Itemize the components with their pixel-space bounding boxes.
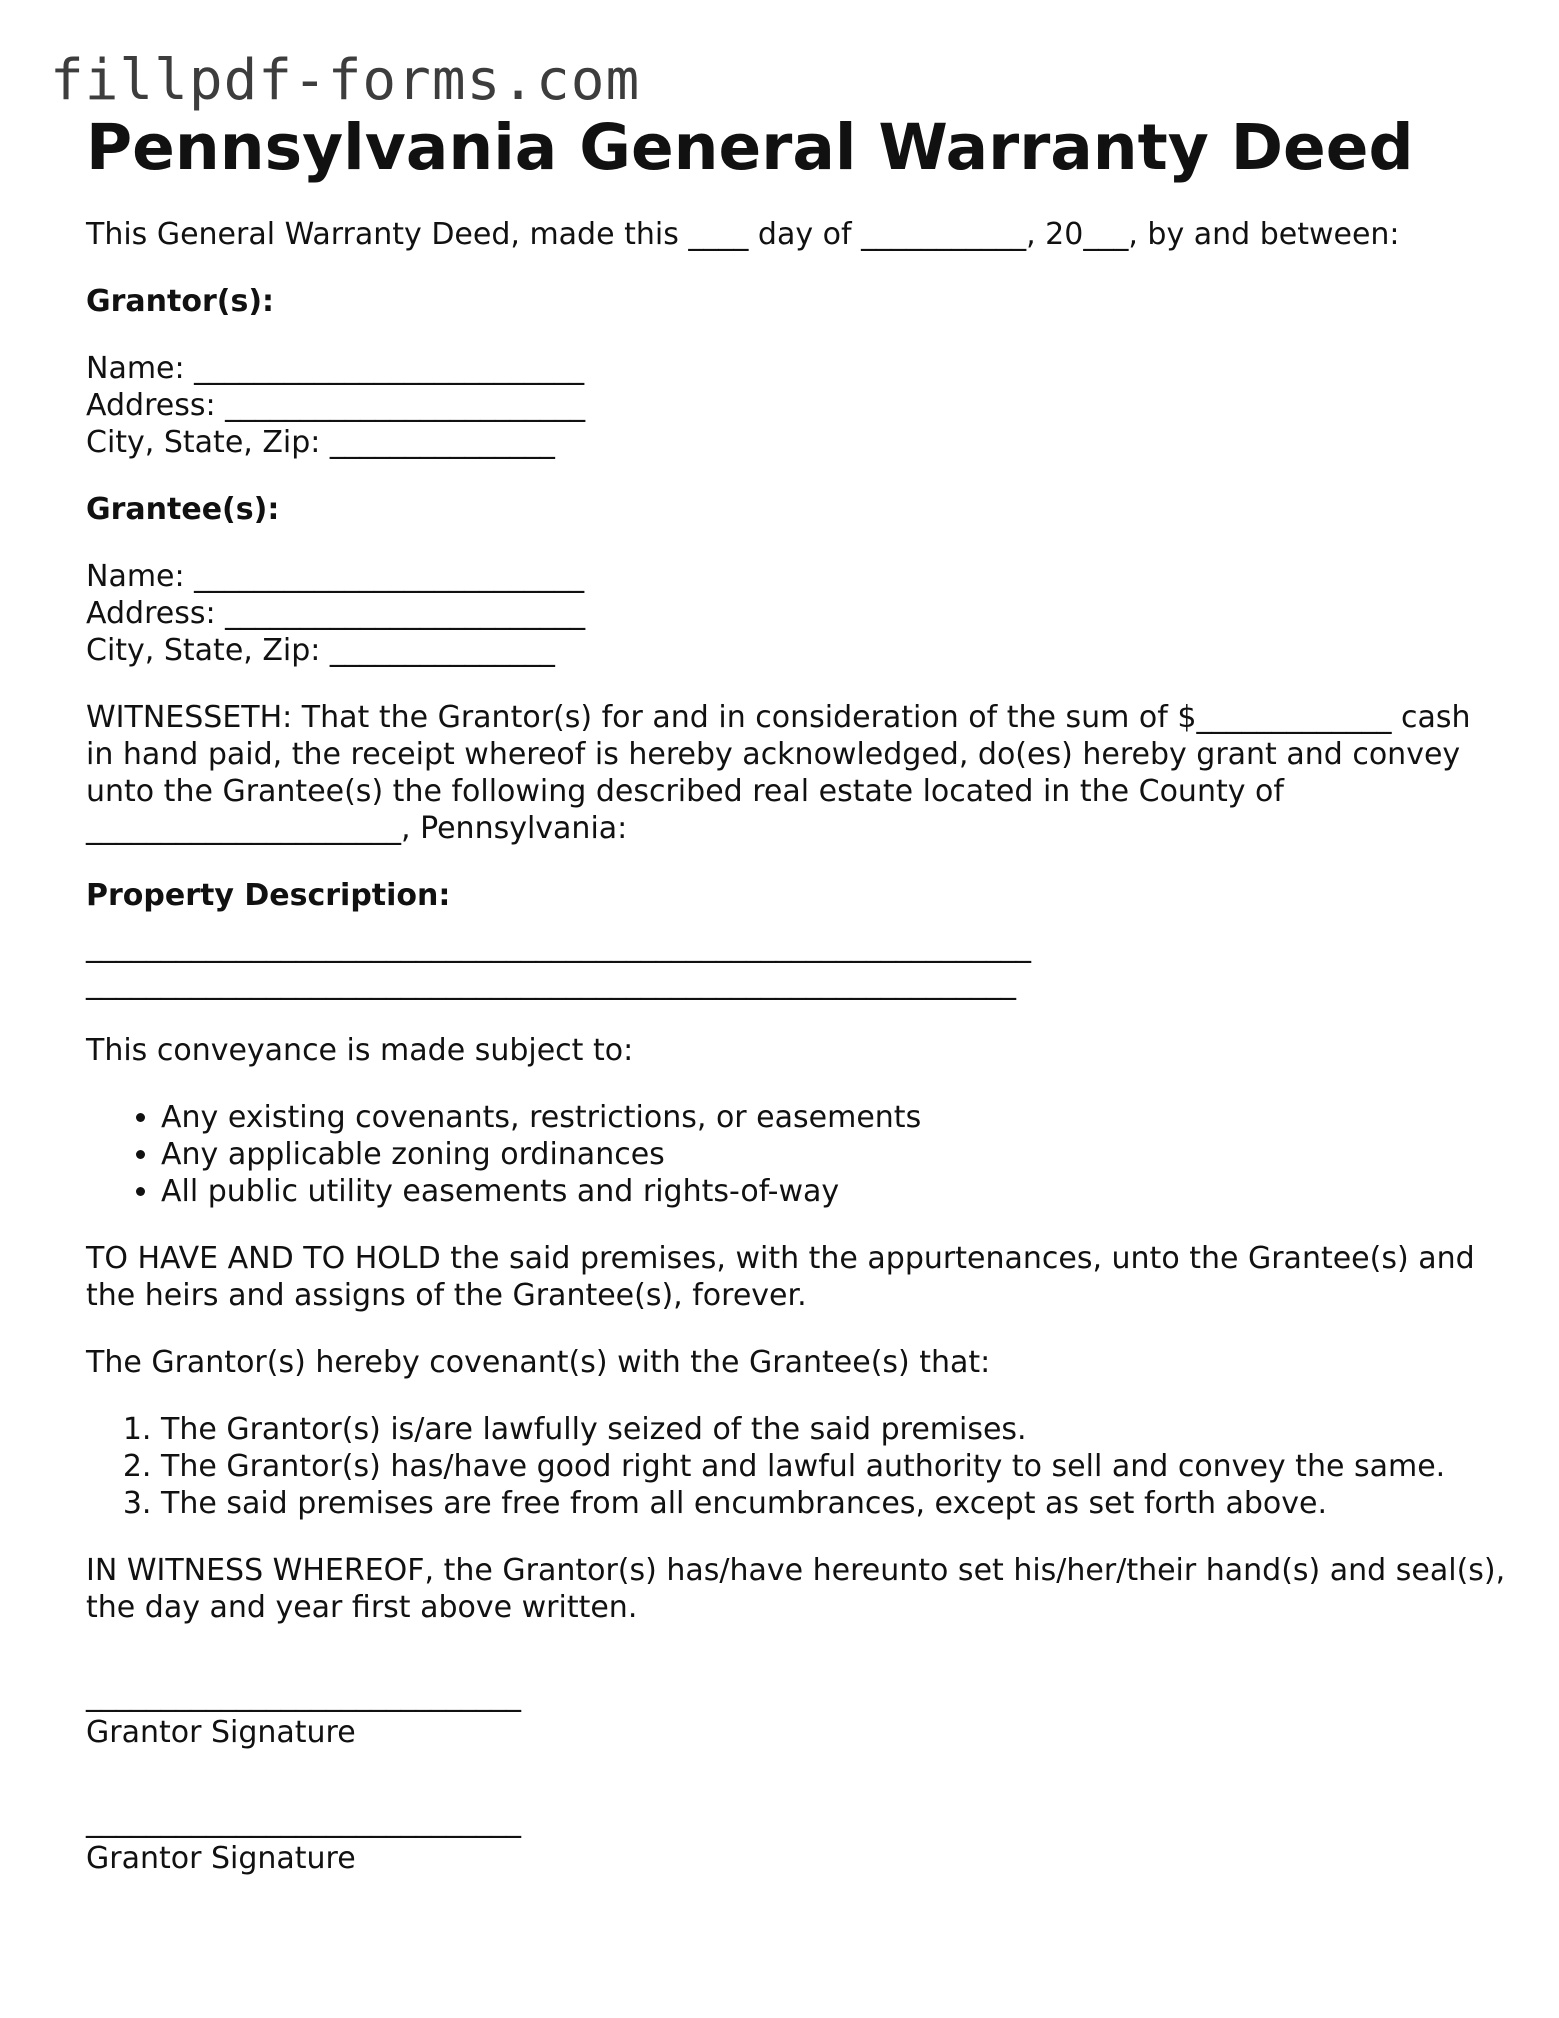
property-line-2[interactable]: ______________________________________________________________ xyxy=(86,966,1016,1001)
property-description-lines xyxy=(86,914,1506,1002)
grantee-address-field[interactable]: Address: ________________________ xyxy=(86,596,586,631)
subject-intro: This conveyance is made subject to: xyxy=(86,1033,634,1068)
property-heading: Property Description: xyxy=(86,878,451,913)
list-item: 2. The Grantor(s) has/have good right and lawful authority to sell and convey the same. xyxy=(161,1448,1506,1485)
signature-line[interactable]: _____________________________ xyxy=(86,1678,521,1713)
grantor-name-field[interactable]: Name: __________________________ xyxy=(86,351,585,386)
signature-label: Grantor Signature xyxy=(86,1715,356,1750)
grantor-heading: Grantor(s): xyxy=(86,284,275,319)
signature-label: Grantor Signature xyxy=(86,1841,356,1876)
list-item: • Any existing covenants, restrictions, or easements xyxy=(161,1099,1506,1136)
grantee-city-field[interactable]: City, State, Zip: _______________ xyxy=(86,633,555,668)
subject-list xyxy=(86,1099,1506,1210)
signature-block-1 xyxy=(86,1656,1506,1751)
witnesseth-paragraph: WITNESSETH: That the Grantor(s) for and in consideration of the sum of $_____________ cash in hand paid, the receipt whereof is hereby acknowledged, do(es) hereby grant and convey unto the Grantee(s) the following described real estate located in the County of _____________________, Pennsylvania: xyxy=(86,700,1471,846)
list-item: • Any applicable zoning ordinances xyxy=(161,1136,1506,1173)
list-item: 1. The Grantor(s) is/are lawfully seized of the said premises. xyxy=(161,1411,1506,1448)
in-witness-paragraph: IN WITNESS WHEREOF, the Grantor(s) has/have hereunto set his/her/their hand(s) and seal(s), the day and year first above written. xyxy=(86,1553,1506,1625)
deed-document xyxy=(86,108,1506,1908)
property-line-1[interactable]: _______________________________________________________________ xyxy=(86,929,1031,964)
list-item: • All public utility easements and rights-of-way xyxy=(161,1173,1506,1210)
habendum-paragraph: TO HAVE AND TO HOLD the said premises, with the appurtenances, unto the Grantee(s) and the heirs and assigns of the Grantee(s), forever. xyxy=(86,1241,1475,1313)
grantee-heading: Grantee(s): xyxy=(86,492,280,527)
intro-paragraph: This General Warranty Deed, made this ____ day of ___________, 20___, by and between: xyxy=(86,217,1400,252)
covenant-list xyxy=(86,1411,1506,1522)
grantor-city-field[interactable]: City, State, Zip: _______________ xyxy=(86,425,555,460)
signature-line[interactable]: _____________________________ xyxy=(86,1804,521,1839)
grantor-address-field[interactable]: Address: ________________________ xyxy=(86,388,586,423)
covenant-intro: The Grantor(s) hereby covenant(s) with the Grantee(s) that: xyxy=(86,1345,991,1380)
signature-block-2 xyxy=(86,1782,1506,1877)
list-item: 3. The said premises are free from all encumbrances, except as set forth above. xyxy=(161,1485,1506,1522)
watermark-text: fillpdf-forms.com xyxy=(50,48,641,113)
document-title: Pennsylvania General Warranty Deed xyxy=(86,111,1414,184)
grantor-fields xyxy=(86,350,1506,461)
grantee-name-field[interactable]: Name: __________________________ xyxy=(86,559,585,594)
grantee-fields xyxy=(86,558,1506,669)
